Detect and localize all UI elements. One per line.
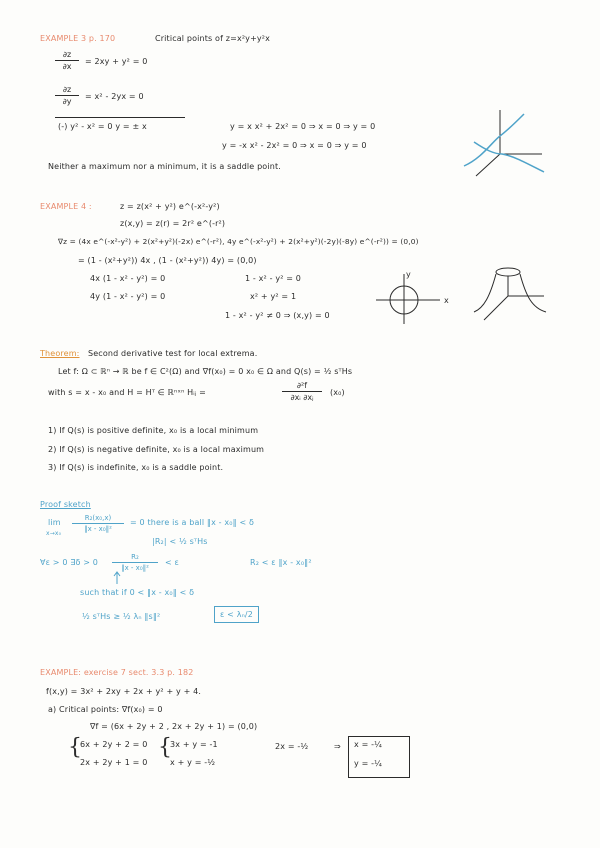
dzdx-denominator: ∂x — [62, 62, 72, 71]
hessian-point: (x₀) — [330, 388, 345, 397]
implies-arrow: ⇒ — [334, 742, 341, 751]
ex5-system-eq2: 2x + 2y + 1 = 0 — [80, 758, 148, 767]
subtraction-line — [55, 117, 185, 118]
ex4-unit-circle-b: x² + y² = 1 — [250, 292, 297, 301]
circle-axis-y-label: y — [406, 270, 411, 279]
ex5-function: f(x,y) = 3x² + 2xy + 2x + y² + y + 4. — [46, 687, 202, 696]
proof-epsilon-box: ε < λₙ/2 — [214, 606, 259, 623]
ex4-origin-case: 1 - x² - y² ≠ 0 ⇒ (x,y) = 0 — [225, 311, 330, 320]
epsilon-fraction — [112, 553, 158, 572]
ex5-reduced-eq1: 3x + y = -1 — [170, 740, 218, 749]
fraction-bar — [55, 60, 79, 61]
up-arrow-icon — [112, 572, 122, 584]
fraction-bar — [55, 95, 79, 96]
dzdy-numerator: ∂z — [62, 85, 72, 94]
proof-lim: lim — [48, 518, 61, 527]
case-y-equals-minus-x: y = -x x² - 2x² = 0 ⇒ x = 0 ⇒ y = 0 — [222, 141, 367, 150]
theorem-definitions: with s = x - x₀ and H = Hᵀ ∈ ℝⁿˣⁿ Hᵢⱼ = — [48, 388, 206, 397]
proof-heading: Proof sketch — [40, 500, 91, 509]
remainder-denominator: ‖x - x₀‖² — [84, 525, 112, 533]
ex5-reduced-eq2: x + y = -½ — [170, 758, 216, 767]
proof-quadratic-bound: ½ sᵀHs ≥ ½ λₙ ‖s‖² — [82, 612, 161, 621]
saddle-sketch — [462, 110, 547, 180]
dzdy-equation: = x² - 2yx = 0 — [85, 92, 144, 101]
ex5-critical-points: a) Critical points: ∇f(x₀) = 0 — [48, 705, 163, 714]
proof-remainder-epsilon: R₂ < ε ‖x - x₀‖² — [250, 558, 312, 567]
remainder-numerator: R₂(x₀,x) — [84, 514, 112, 522]
volcano-sketch — [470, 262, 550, 324]
fraction-bar — [282, 391, 322, 392]
example5-heading: EXAMPLE: exercise 7 sect. 3.3 p. 182 — [40, 668, 194, 677]
proof-less-epsilon: < ε — [165, 558, 180, 567]
dzdy-fraction — [55, 85, 79, 106]
hessian-fraction — [282, 381, 322, 402]
circle-sketch — [370, 270, 455, 330]
ex5-difference: 2x = -½ — [275, 742, 309, 751]
epsilon-denominator: ‖x - x₀‖² — [121, 564, 149, 572]
example3-heading: EXAMPLE 3 p. 170 — [40, 34, 116, 43]
dzdx-numerator: ∂z — [62, 50, 72, 59]
theorem-case-minimum: 1) If Q(s) is positive definite, x₀ is a local minimum — [48, 426, 259, 435]
fraction-bar — [112, 562, 158, 563]
dzdy-denominator: ∂y — [62, 97, 72, 106]
ex4-unit-circle-a: 1 - x² - y² = 0 — [245, 274, 302, 283]
remainder-fraction — [72, 514, 124, 533]
hessian-numerator: ∂²f — [296, 381, 308, 390]
ex4-gradient: ∇z = (4x e^(-x²-y²) + 2(x²+y²)(-2x) e^(-r²), 4y e^(-x²-y²) + 2(x²+y²)(-2y)(-8y) e^(-r²)) = (0,0) — [58, 237, 419, 246]
solution-x: x = -¼ — [354, 740, 383, 749]
circle-axis-x-label: x — [444, 296, 449, 305]
theorem-title: Second derivative test for local extrema. — [88, 349, 258, 358]
theorem-heading: Theorem: — [40, 349, 80, 358]
ex4-polar: z(x,y) = z(r) = 2r² e^(-r²) — [120, 219, 226, 228]
ex4-function: z = z(x² + y²) e^(-x²-y²) — [120, 202, 220, 211]
system-brace-right: { — [158, 735, 172, 760]
proof-ball: = 0 there is a ball ‖x - x₀‖ < δ — [130, 518, 255, 527]
ex4-eq-y: 4y (1 - x² - y²) = 0 — [90, 292, 166, 301]
subtracted-equation: (-) y² - x² = 0 y = ± x — [58, 122, 147, 131]
dzdx-fraction — [55, 50, 79, 71]
solution-y: y = -¼ — [354, 759, 383, 768]
saddle-conclusion: Neither a maximum nor a minimum, it is a saddle point. — [48, 162, 281, 171]
epsilon-numerator: R₂ — [131, 553, 139, 561]
proof-epsilon-delta: ∀ε > 0 ∃δ > 0 — [40, 558, 98, 567]
theorem-case-maximum: 2) If Q(s) is negative definite, x₀ is a local maximum — [48, 445, 265, 454]
ex5-gradient: ∇f = (6x + 2y + 2 , 2x + 2y + 1) = (0,0) — [90, 722, 258, 731]
dzdx-equation: = 2xy + y² = 0 — [85, 57, 148, 66]
fraction-bar — [72, 523, 124, 524]
hessian-denominator: ∂xᵢ ∂xⱼ — [290, 393, 314, 402]
case-y-equals-x: y = x x² + 2x² = 0 ⇒ x = 0 ⇒ y = 0 — [230, 122, 376, 131]
theorem-hypothesis: Let f: Ω ⊂ ℝⁿ → ℝ be f ∈ C²(Ω) and ∇f(x₀) = 0 x₀ ∈ Ω and Q(s) = ½ sᵀHs — [58, 367, 353, 376]
system-brace-left: { — [68, 735, 82, 760]
ex4-gradient-simplified: = (1 - (x²+y²)) 4x , (1 - (x²+y²)) 4y) = (0,0) — [78, 256, 257, 265]
ex5-system-eq1: 6x + 2y + 2 = 0 — [80, 740, 148, 749]
proof-lim-subscript: x→x₀ — [46, 530, 62, 537]
theorem-case-saddle: 3) If Q(s) is indefinite, x₀ is a saddle point. — [48, 463, 224, 472]
proof-such-that: such that if 0 < ‖x - x₀‖ < δ — [80, 588, 195, 597]
proof-remainder-bound: |R₂| < ½ sᵀHs — [152, 537, 208, 546]
example4-heading: EXAMPLE 4 : — [40, 202, 92, 211]
ex4-eq-x: 4x (1 - x² - y²) = 0 — [90, 274, 166, 283]
example3-title: Critical points of z=x²y+y²x — [155, 34, 271, 43]
